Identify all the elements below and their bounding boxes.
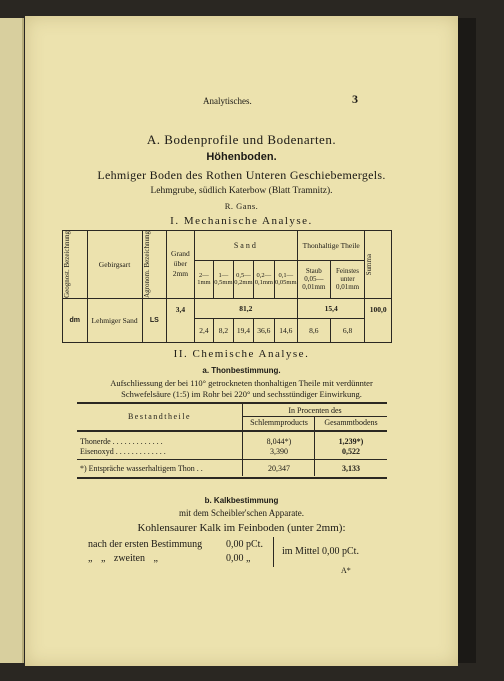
chemical-heading: II. Chemische Analyse. [173,348,310,360]
cell-thon-total: 15,4 [298,298,365,318]
header-gebirgsart: Gebirgsart [87,231,142,299]
col-gesammt: Gesammtbodens [324,418,378,427]
running-title: Analytisches. [203,96,252,106]
header-fraction-4: 0,2—0,1mm [254,260,274,298]
subheading-kalk: b. Kalkbestimmung [204,496,279,505]
mechanical-analysis-table [62,230,392,343]
chem-table-top-rule [77,402,387,404]
soil-title: Lehmiger Boden des Rothen Unteren Geschiebemergels. [97,168,386,182]
subheading-thon: a. Thonbestimmung. [202,366,281,375]
header-thon: Thonhaltige Theile [298,231,365,261]
row-eisenoxyd-gesammt: 0,522 [342,447,360,456]
cell-sand-1: 2,4 [194,318,213,342]
header-staub: Staub 0,05—0,01mm [298,260,331,298]
header-grand: Grand über 2mm [167,231,195,299]
author-line: R. Gans. [224,201,259,211]
header-summa: Summa [365,231,392,299]
kalk-first-value: 0,00 pCt. [226,539,263,550]
cell-geognost: dm [63,298,88,342]
kalk-mittel: im Mittel 0,00 pCt. [282,546,359,557]
col-prozent: In Procenten des [288,406,342,415]
chemical-description-1: Aufschliessung der bei 110° getrockneten thonhaltigen Theile mit verdünnter [110,378,373,388]
cell-agronom: LS [142,298,167,342]
row-thonerde-schlemm: 8,044*) [266,437,292,446]
cell-sand-5: 14,6 [274,318,297,342]
header-sand: Sand [194,231,297,261]
subsection-heading: Höhenboden. [206,151,277,163]
left-page-edge [0,18,24,663]
location-line: Lehmgrube, südlich Katerbow (Blatt Tramnitz). [150,186,333,196]
kalk-apparatus: mit dem Scheibler'schen Apparate. [178,508,305,518]
row-footnote-gesammt: 3,133 [342,464,360,473]
signature-mark: A* [341,566,351,575]
row-footnote-label: *) Entspräche wasserhaltigem Thon . . [80,464,203,473]
header-feinstes: Feinstes unter 0,01mm [330,260,365,298]
cell-gebirgsart: Lehmiger Sand [87,298,142,342]
cell-sand-3: 19,4 [233,318,253,342]
header-agronom: Agronom. Bezeichnung [142,231,167,299]
row-eisenoxyd-label: Eisenoxyd . . . . . . . . . . . . . [80,447,166,456]
header-geognost: Geognost. Bezeichnung [63,231,88,299]
row-eisenoxyd-schlemm: 3,390 [270,447,288,456]
chem-subheader-rule [243,416,387,417]
cell-grand: 3,4 [167,298,195,342]
row-thonerde-label: Thonerde . . . . . . . . . . . . . [80,437,163,446]
chem-table-bottom-rule [77,477,387,479]
mechanical-heading: I. Mechanische Analyse. [170,215,313,227]
kalk-first-label: nach der ersten Bestimmung [88,539,203,550]
cell-staub: 8,6 [298,318,331,342]
section-heading: A. Bodenprofile und Bodenarten. [146,132,337,147]
row-footnote-schlemm: 20,347 [268,464,290,473]
chem-header-bottom-rule [77,430,387,432]
header-fraction-5: 0,1—0,05mm [274,260,297,298]
col-schlemm: Schlemmproducts [250,418,308,427]
cell-sand-total: 81,2 [194,298,297,318]
book-spine [458,18,476,663]
chemical-description-2: Schwefelsäure (1:5) im Rohr bei 220° und sechsstündiger Einwirkung. [121,389,362,399]
header-fraction-2: 1—0,5mm [214,260,234,298]
kalk-title: Kohlensaurer Kalk im Feinboden (unter 2mm): [137,522,346,534]
cell-sand-4: 36,6 [254,318,274,342]
kalk-second-value: 0,00 „ [226,553,251,564]
row-thonerde-gesammt: 1,239*) [338,437,364,446]
col-bestandtheile: Bestandtheile [127,412,192,421]
header-fraction-1: 2—1mm [194,260,213,298]
header-fraction-3: 0,5—0,2mm [233,260,253,298]
cell-summa: 100,0 [365,298,392,342]
chem-footnote-rule [77,459,387,460]
kalk-second-label: „ „ zweiten „ [88,553,158,564]
cell-feinstes: 6,8 [330,318,365,342]
kalk-brace [273,537,274,567]
cell-sand-2: 8,2 [214,318,234,342]
page-number: 3 [352,92,358,106]
